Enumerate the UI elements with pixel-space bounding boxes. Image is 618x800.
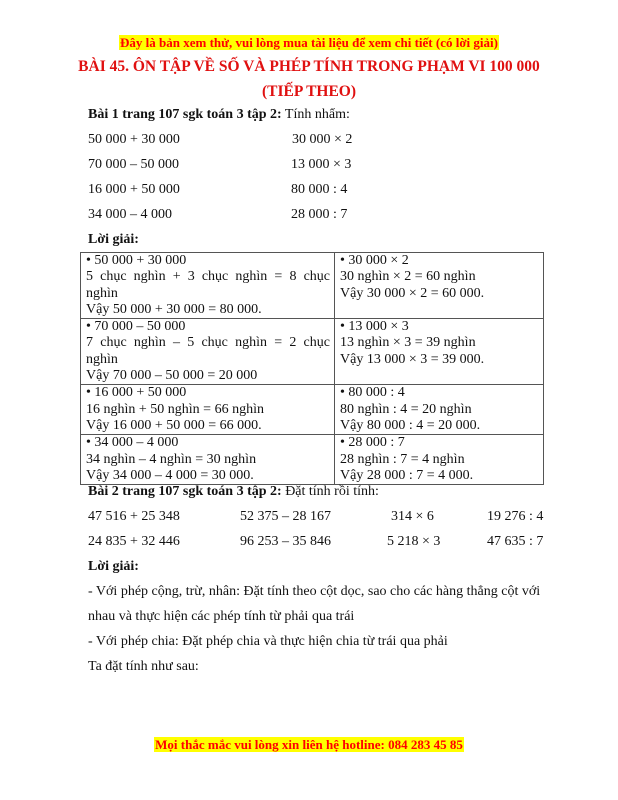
table-row [81,319,544,385]
exercise2-item: 24 835 + 32 446 [88,534,180,549]
table-cell: • 70 000 – 50 000 7 chục nghìn – 5 chục nghìn = 2 chục nghìn Vậy 70 000 – 50 000 = 20 000 [81,319,335,385]
exercise1-item: 70 000 – 50 000 [88,157,179,172]
table-row [81,385,544,435]
exercise1-heading: Bài 1 trang 107 sgk toán 3 tập 2: Tính nhẩm: [88,107,350,122]
exercise2-heading: Bài 2 trang 107 sgk toán 3 tập 2: Đặt tính rồi tính: [88,484,379,499]
table-cell: • 50 000 + 30 000 5 chục nghìn + 3 chục nghìn = 8 chục nghìn Vậy 50 000 + 30 000 = 80 000. [81,253,335,319]
preview-notice [0,35,618,51]
exercise2-item: 47 635 : 7 [487,534,544,549]
page-title: BÀI 45. ÔN TẬP VỀ SỐ VÀ PHÉP TÍNH TRONG PHẠM VI 100 000 [78,58,540,75]
exercise2-item: 5 218 × 3 [387,534,441,549]
exercise2-item: 314 × 6 [391,509,434,524]
exercise1-item: 13 000 × 3 [291,157,352,172]
table-cell: • 16 000 + 50 000 16 nghìn + 50 nghìn = 66 nghìn Vậy 16 000 + 50 000 = 66 000. [81,385,335,435]
exercise1-item: 28 000 : 7 [291,207,348,222]
table-cell: • 28 000 : 7 28 nghìn : 7 = 4 nghìn Vậy 28 000 : 7 = 4 000. [335,435,544,485]
exercise1-item: 16 000 + 50 000 [88,182,180,197]
table-row [81,253,544,319]
table-cell: • 80 000 : 4 80 nghìn : 4 = 20 nghìn Vậy 80 000 : 4 = 20 000. [335,385,544,435]
exercise2-item: 96 253 – 35 846 [240,534,331,549]
solution-paragraph: Ta đặt tính như sau: [88,659,199,674]
page-subtitle: (TIẾP THEO) [261,83,357,100]
exercise1-item: 50 000 + 30 000 [88,132,180,147]
exercise1-item: 30 000 × 2 [292,132,353,147]
exercise1-item: 34 000 – 4 000 [88,207,172,222]
hotline-notice [0,737,618,753]
solution-paragraph: - Với phép cộng, trừ, nhân: Đặt tính theo cột dọc, sao cho các hàng thẳng cột với [88,584,541,599]
exercise1-solution-table [80,252,544,485]
solution-paragraph: - Với phép chia: Đặt phép chia và thực hiện chia từ trái qua phải [88,634,448,649]
table-cell: • 34 000 – 4 000 34 nghìn – 4 nghìn = 30 nghìn Vậy 34 000 – 4 000 = 30 000. [81,435,335,485]
table-row [81,435,544,485]
exercise2-item: 52 375 – 28 167 [240,509,331,524]
solution-paragraph: nhau và thực hiện các phép tính từ phải qua trái [88,609,355,624]
table-cell: • 13 000 × 3 13 nghìn × 3 = 39 nghìn Vậy 13 000 × 3 = 39 000. [335,319,544,385]
exercise2-solution-label: Lời giải: [88,559,139,574]
hotline-notice-text: Mọi thắc mắc vui lòng xin liên hệ hotline: 084 283 45 85 [155,737,463,752]
exercise2-item: 47 516 + 25 348 [88,509,180,524]
exercise1-item: 80 000 : 4 [291,182,348,197]
exercise1-solution-label: Lời giải: [88,232,139,247]
exercise2-item: 19 276 : 4 [487,509,544,524]
table-cell: • 30 000 × 2 30 nghìn × 2 = 60 nghìn Vậy 30 000 × 2 = 60 000. [335,253,544,319]
preview-notice-text: Đây là bản xem thử, vui lòng mua tài liệu để xem chi tiết (có lời giải) [120,35,498,50]
